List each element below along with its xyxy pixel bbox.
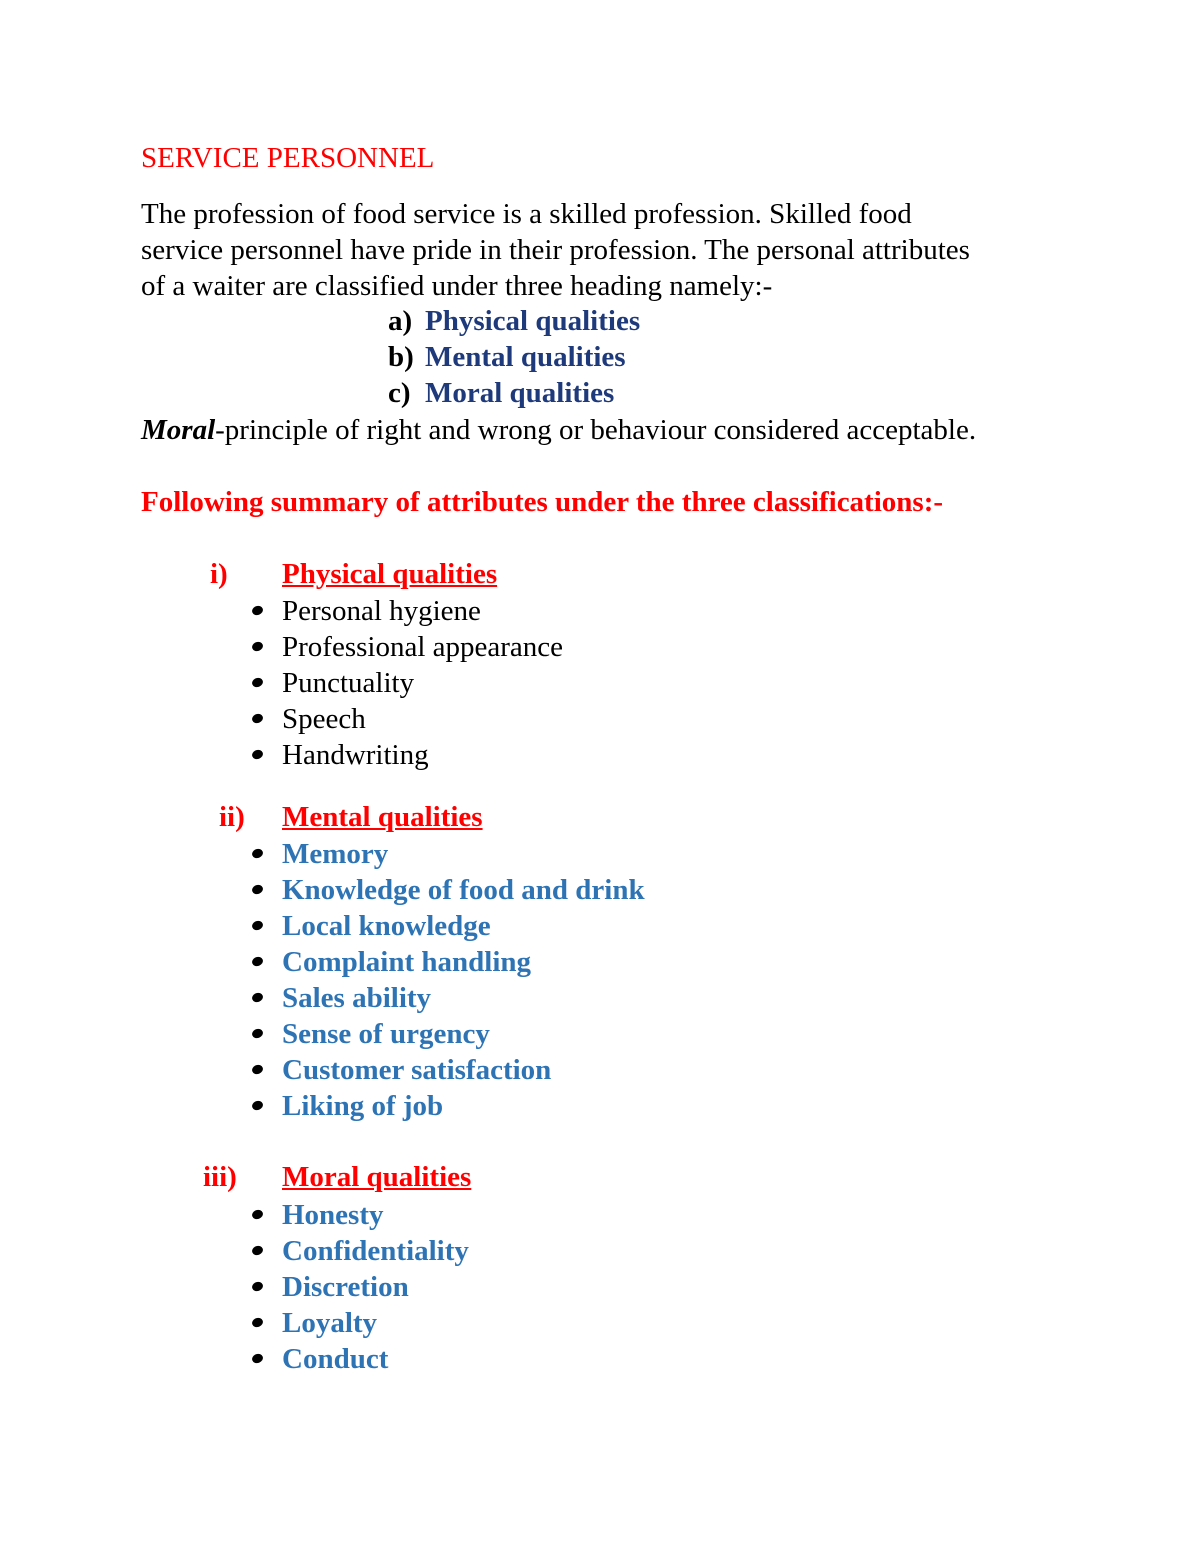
bullet-icon [251, 1352, 264, 1364]
classification-marker: b) [388, 341, 414, 373]
classification-marker: c) [388, 377, 411, 409]
classification-item [388, 305, 640, 338]
document-page: SERVICE PERSONNEL The profession of food service is a skilled profession. Skilled food service personnel have pride in their profession. The personal attributes of a waiter are classified under three heading namely:- a) Physical qualities b) Mental qualities c) Moral qualities Moral-principle of right and wrong or behaviour considered acceptable. Following summary of attributes under the three classifications:- i) Physical qualities Personal hygiene Professional appearance Punctuality Speech Handwriting ii) Mental qualities Memory Knowledge of food and drink Local knowledge Complaint handling Sales ability Sense of urgency Customer satisfaction Liking of job iii) Moral qualities Honesty Confidentiality Discretion Loyalty Conduct [0, 0, 1200, 1553]
classification-item [388, 341, 626, 374]
intro-line: The profession of food service is a skilled profession. Skilled food [141, 198, 912, 230]
bullet-icon [251, 1208, 264, 1220]
section-number: iii) [203, 1161, 237, 1193]
bullet-icon [251, 640, 264, 652]
bullet-icon [251, 883, 264, 895]
bullet-icon [251, 712, 264, 724]
classification-item [388, 377, 614, 410]
classification-marker: a) [388, 305, 413, 337]
moral-term: Moral [141, 414, 216, 446]
bullet-icon [251, 847, 264, 859]
bullet-icon [251, 1027, 264, 1039]
bullet-icon [251, 955, 264, 967]
moral-definition [141, 414, 976, 447]
bullet-icon [251, 991, 264, 1003]
bullet-icon [251, 1244, 264, 1256]
classification-label: Mental qualities [425, 341, 626, 373]
section-heading-physical: Physical qualities [282, 558, 498, 590]
bullet-icon [251, 1099, 264, 1111]
section-heading-mental: Mental qualities [282, 801, 483, 833]
moral-definition-text: -principle of right and wrong or behaviour considered acceptable. [215, 414, 977, 446]
classification-label: Physical qualities [425, 305, 641, 337]
bullet-icon [251, 1316, 264, 1328]
section-heading-moral: Moral qualities [282, 1161, 472, 1193]
bullet-icon [251, 1280, 264, 1292]
section-number: ii) [219, 801, 245, 833]
bullet-icon [251, 748, 264, 760]
intro-line: of a waiter are classified under three heading namely:- [141, 270, 773, 302]
bullet-icon [251, 604, 264, 616]
bullet-icon [251, 1063, 264, 1075]
intro-line: service personnel have pride in their profession. The personal attributes [141, 234, 970, 266]
page-title: SERVICE PERSONNEL [141, 142, 435, 174]
section-number: i) [210, 558, 228, 590]
bullet-icon [251, 676, 264, 688]
classification-label: Moral qualities [425, 377, 615, 409]
summary-heading: Following summary of attributes under the three classifications:- [141, 486, 944, 518]
intro-paragraph [141, 196, 1061, 304]
bullet-icon [251, 919, 264, 931]
